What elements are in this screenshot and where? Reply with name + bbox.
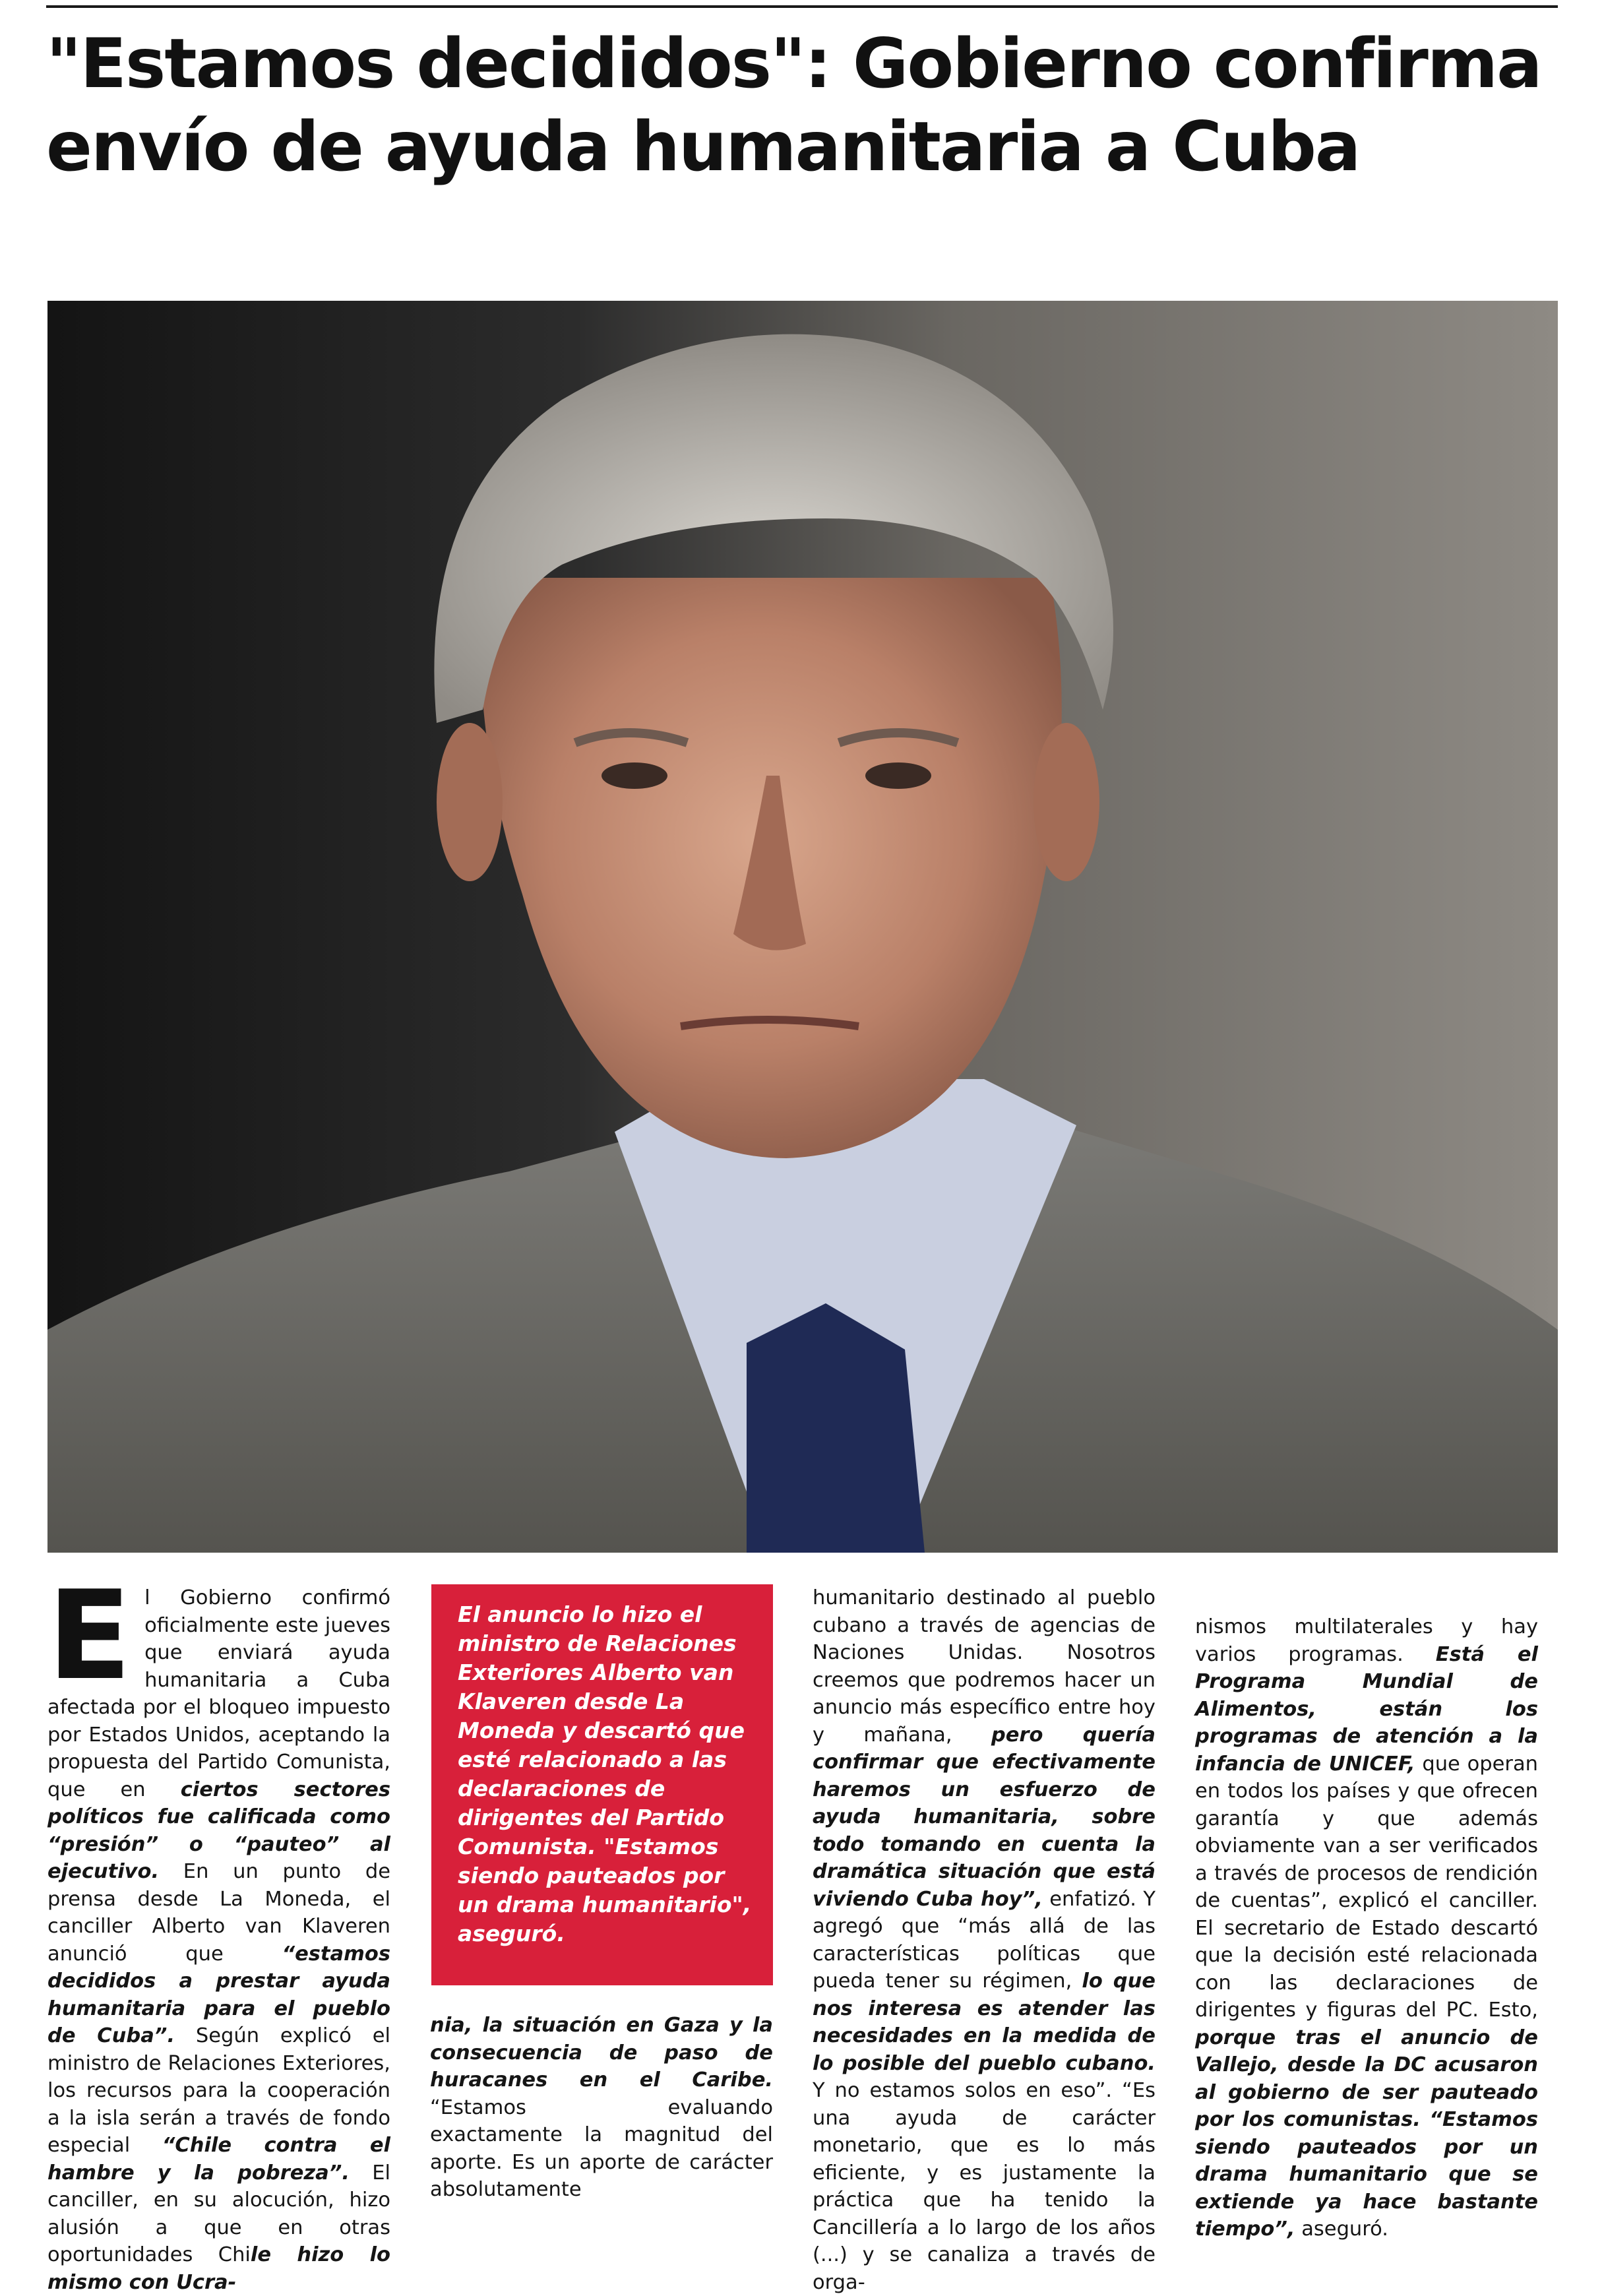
top-rule (46, 5, 1558, 8)
article-photo (47, 301, 1558, 1553)
portrait-photo-icon (47, 301, 1558, 1553)
column-text: nismos multilaterales y hay varios programas. Está el Programa Mundial de Alimentos, están los programas de atención a la infancia de UNICEF, que operan en todos los países y que ofrecen garantía y que además obviamente van a ser verificados a través de procesos de rendición de cuentas”, explicó el canciller. El secretario de Estado descartó que la decisión esté relacionada con las declaraciones de dirigentes y figuras del PC. Esto, porque tras el anuncio de Vallejo, desde la DC acusaron al gobierno de ser pauteado por los comunistas. “Estamos siendo pauteados por un drama humanitario que se extiende ya hace bastante tiempo”, aseguró. (1195, 1615, 1538, 2241)
column-text: l Gobierno confirmó oficialmente este jueves que enviará ayuda humanitaria a Cuba afectada por el bloqueo impuesto por Estados Unidos, aceptando la propuesta del Partido Comunista, que en ciertos sectores políticos fue calificada como “presión” o “pauteo” al ejecutivo. En un punto de prensa desde La Moneda, el canciller Alberto van Klaveren anunció que “estamos decididos a prestar ayuda humanitaria para el pueblo de Cuba”. Según explicó el ministro de Relaciones Exteriores, los recursos para la cooperación a la isla serán a través de fondo especial “Chile contra el hambre y la pobreza”. El canciller, en su alocución, hizo alusión a que en otras oportunidades Chile hizo lo mismo con Ucra- (47, 1586, 390, 2294)
text-column-1 (47, 1564, 390, 2296)
column-text: nia, la situación en Gaza y la consecuencia de paso de huracanes en el Caribe. “Estamos evaluando exactamente la magnitud del aporte. Es un aporte de carácter absolutamente (430, 2014, 773, 2201)
article-body (0, 1564, 1604, 2294)
column-text: humanitario destinado al pueblo cubano a través de agencias de Naciones Unidas. Nosotros creemos que podremos hacer un anuncio más específico entre hoy y mañana, pero quería confirmar que efectivamente haremos un esfuerzo de ayuda humanitaria, sobre todo tomando en cuenta la dramática situación que está viviendo Cuba hoy”, enfatizó. Y agregó que “más allá de las características políticas que pueda tener su régimen, lo que nos interesa es atender las necesidades en la medida de lo posible del pueblo cubano. Y no estamos solos en eso”. “Es una ayuda de carácter monetario, que es lo más eficiente, y es justamente la práctica que ha tenido la Cancillería a lo largo de los años (...) y se canaliza a través de orga- (813, 1586, 1156, 2294)
headline: "Estamos decididos": Gobierno confirma envío de ayuda humanitaria a Cuba (46, 24, 1541, 187)
pull-quote: El anuncio lo hizo el ministro de Relaciones Exteriores Alberto van Klaveren desde La Moneda y descartó que esté relacionado a las declaraciones de dirigentes del Partido Comunista. "Estamos siendo pauteados por un drama humanitario", aseguró. (431, 1584, 773, 1985)
drop-cap: E (47, 1564, 132, 1707)
text-column-4 (1195, 1613, 1538, 2243)
text-column-3 (813, 1584, 1156, 2296)
text-column-2 (430, 2012, 773, 2204)
